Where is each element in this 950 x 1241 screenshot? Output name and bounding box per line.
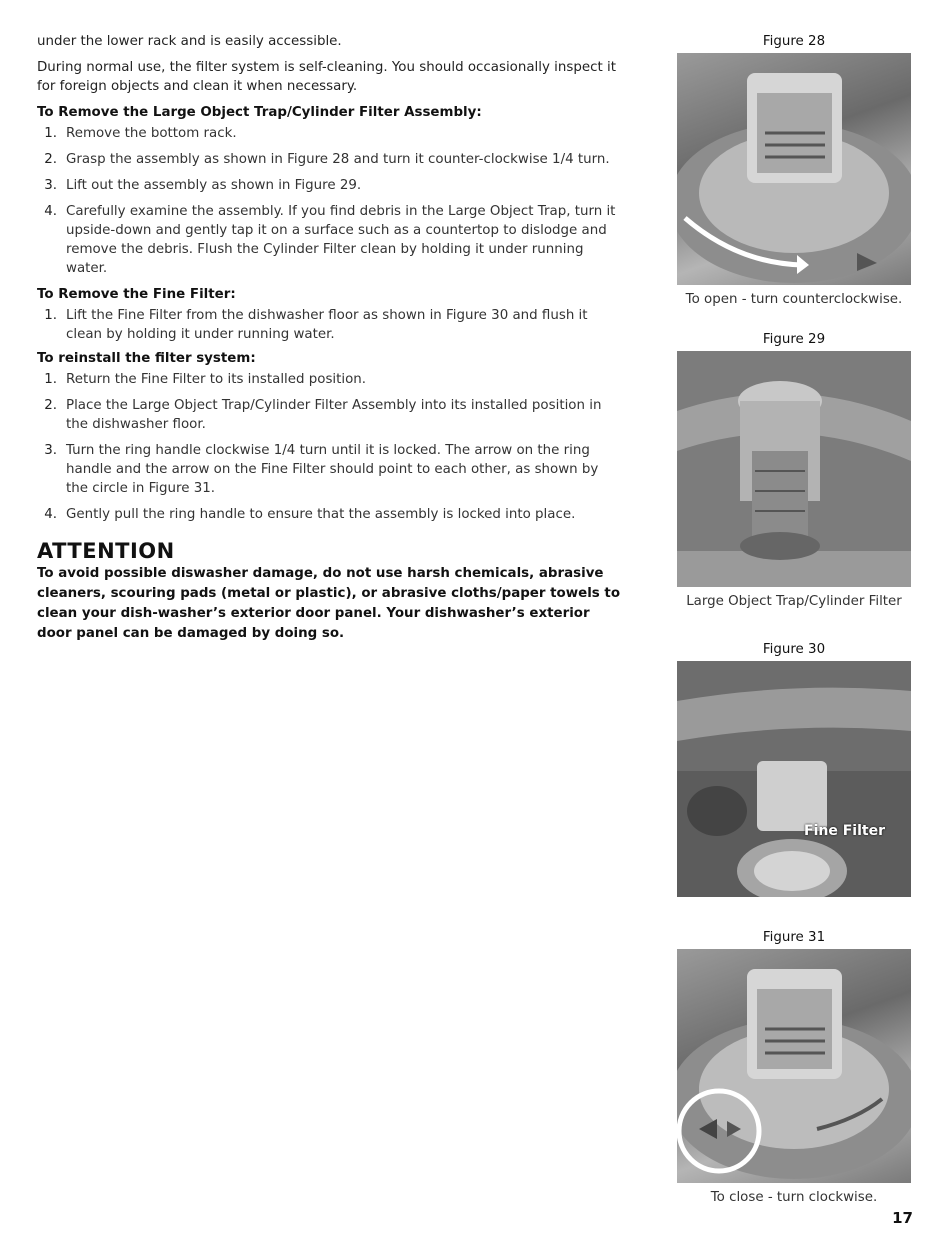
reinstall-heading: To reinstall the filter system:	[37, 351, 256, 366]
page-number: 17	[892, 1209, 913, 1227]
figure-caption: Large Object Trap/Cylinder Filter	[686, 594, 902, 609]
figure-title: Figure 30	[762, 642, 826, 657]
figure-caption: To open - turn counterclockwise.	[685, 292, 903, 307]
list-item: 4. Carefully examine the assembly. If you find debris in the Large Object Trap, turn it upside-down and gently tap it on a surface such as a countertop to dislodge and remove the debris. Flush the Cylinder Filter clean by holding it under running water.	[44, 204, 616, 276]
intro-paragraph: During normal use, the filter system is self-cleaning. You should occasionally inspect it for foreign objects and clean it when necessary.	[37, 60, 616, 94]
main-text-column	[37, 32, 622, 644]
fine-filter-photo	[677, 661, 911, 897]
remove-fine-steps	[37, 306, 622, 344]
reinstall-steps	[37, 370, 622, 524]
filter-photo-open	[677, 53, 911, 285]
list-item: 2. Place the Large Object Trap/Cylinder Filter Assembly into its installed position in the dishwasher floor.	[44, 398, 602, 432]
figure-title: Figure 29	[762, 332, 826, 347]
list-item: 3. Lift out the assembly as shown in Figure 29.	[44, 178, 362, 193]
list-item: 1. Return the Fine Filter to its installed position.	[44, 372, 367, 387]
remove-large-heading: To Remove the Large Object Trap/Cylinder Filter Assembly:	[37, 105, 482, 120]
list-item: 1. Remove the bottom rack.	[44, 126, 237, 141]
attention-body: To avoid possible diswasher damage, do not use harsh chemicals, abrasive cleaners, scouring pads (metal or plastic), or abrasive cloths/paper towels to clean your dish-washer’s exterior door panel. Your dishwasher’s exterior door panel can be damaged by doing so.	[37, 566, 621, 641]
figure-29	[677, 332, 911, 609]
figure-31	[677, 930, 911, 1205]
fine-filter-label: Fine Filter	[804, 823, 885, 839]
figure-title: Figure 28	[762, 34, 826, 49]
remove-fine-heading: To Remove the Fine Filter:	[37, 287, 236, 302]
remove-large-steps	[37, 124, 622, 278]
list-item: 2. Grasp the assembly as shown in Figure 28 and turn it counter-clockwise 1/4 turn.	[44, 152, 610, 167]
list-item: 3. Turn the ring handle clockwise 1/4 turn until it is locked. The arrow on the ring handle and the arrow on the Fine Filter should point to each other, as shown by the circle in Figure 31.	[44, 443, 599, 496]
filter-assembly-photo	[677, 351, 911, 587]
intro-line-1: under the lower rack and is easily accessible.	[37, 34, 342, 49]
figure-title: Figure 31	[762, 930, 826, 945]
attention-title: ATTENTION	[37, 539, 175, 563]
list-item: 4. Gently pull the ring handle to ensure that the assembly is locked into place.	[44, 507, 576, 522]
figure-caption: To close - turn clockwise.	[710, 1190, 878, 1205]
figure-28	[677, 34, 911, 307]
list-item: 1. Lift the Fine Filter from the dishwasher floor as shown in Figure 30 and flush it clean by holding it under running water.	[44, 308, 588, 342]
filter-photo-close	[677, 949, 911, 1183]
figure-30	[677, 642, 911, 897]
